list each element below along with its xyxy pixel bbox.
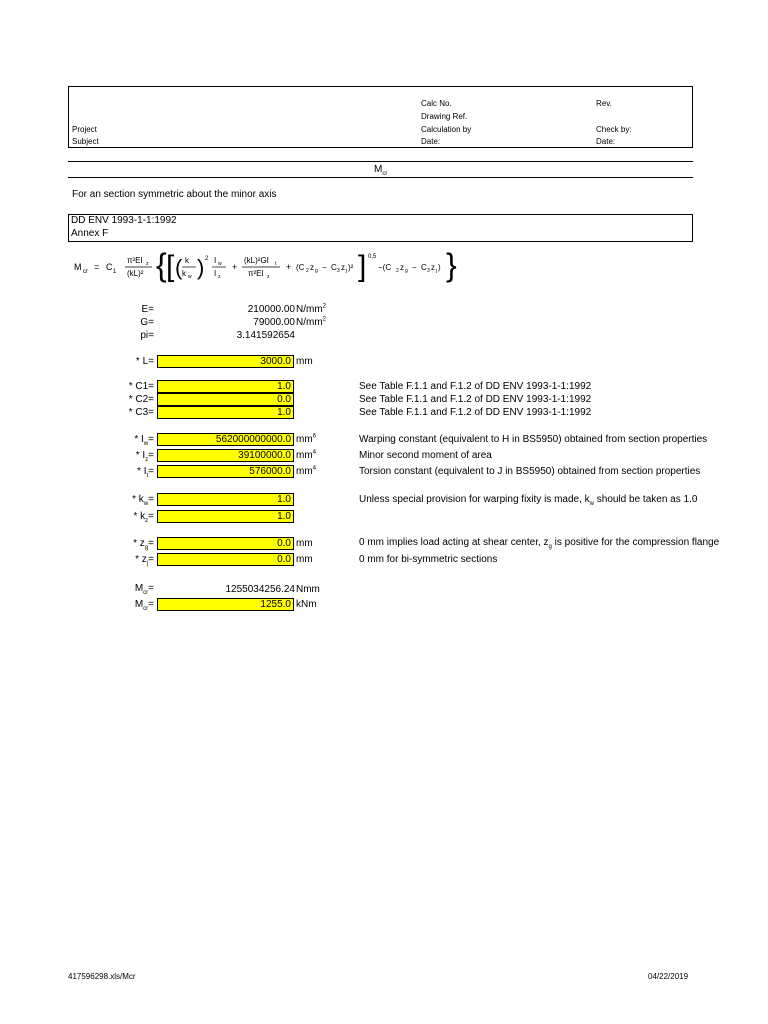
mcr-knm-label: $M_{cr}=$ [134,599,154,612]
svg-text:−: − [322,263,327,272]
it-label-sub: t [146,473,149,479]
footer-filename: 417596298.xls/Mcr [68,972,136,981]
zg-input-cell[interactable]: 0.0 [157,537,294,550]
svg-text:k: k [182,269,186,278]
mcr-nmm-unit: Nmm [296,584,320,595]
svg-text:M: M [74,262,82,272]
pi-label: pi= [140,330,154,341]
svg-text:(kL)²: (kL)² [127,269,144,278]
kw-label-text: * k [132,494,144,505]
svg-text:): ) [197,255,205,280]
svg-text:z: z [146,261,149,267]
zg-note [359,537,720,550]
iw-note: Warping constant (equivalent to H in BS5950) obtained from section properties [359,434,708,445]
iz-unit-text: mm [296,450,313,461]
mcr-knm-unit: kNm [296,599,317,610]
pi-value: 3.141592654 [236,330,295,341]
svg-text:z: z [431,263,435,272]
svg-text:π²EI: π²EI [248,269,264,278]
g-unit [296,317,326,329]
zj-input-cell[interactable]: 0.0 [157,553,294,566]
svg-text:+: + [232,262,238,272]
iw-unit-sup: 6 [312,433,317,440]
zj-label-sub: j [146,561,149,567]
svg-text:{: { [156,247,167,283]
check-by-label: Check by: [596,125,632,134]
g-unit-text: N/mm [296,317,323,328]
title-rule-top [68,161,693,162]
g-value: 79000.00 [253,317,295,328]
zj-label-text: * z [135,554,147,565]
svg-text:cr: cr [83,269,88,275]
it-note: Torsion constant (equivalent to J in BS5950) obtained from section properties [359,466,701,477]
svg-text:1: 1 [113,269,117,275]
svg-text:z: z [267,274,270,280]
svg-text:I: I [214,269,217,278]
mcr-knm-label-sub: cr [143,606,149,612]
iz-label-sub: z [145,457,149,463]
svg-text:2: 2 [396,268,399,274]
kw-label-sub: w [143,501,149,507]
kz-label-sub: z [145,518,149,524]
it-unit [296,466,316,478]
mcr-nmm-label-text: M [134,583,144,594]
iw-unit-text: mm [296,434,313,445]
iw-label: * $I_w=$ [134,434,154,447]
c2-label: * C2= [128,394,154,405]
iz-label-text: * I [135,450,146,461]
it-input-cell[interactable]: 576000.0 [157,465,294,478]
kz-input-cell[interactable]: 1.0 [157,510,294,523]
svg-text:3: 3 [427,268,430,274]
e-unit-text: N/mm [296,304,323,315]
svg-text:w: w [188,274,192,280]
svg-text:]: ] [358,250,367,283]
svg-text:z: z [400,263,404,272]
svg-text:C: C [331,263,337,272]
svg-text:=: = [94,262,100,272]
kw-note-pre: Unless special provision for warping fixity is made, k [359,494,590,505]
svg-text:π²EI: π²EI [127,256,143,265]
zj-note: 0 mm for bi-symmetric sections [359,554,498,565]
c1-note: See Table F.1.1 and F.1.2 of DD ENV 1993-1-1:1992 [359,381,592,392]
iz-note: Minor second moment of area [359,450,492,461]
kz-label: * $k_z=$ [133,511,154,524]
svg-text:): ) [438,263,441,272]
it-unit-sup: 4 [312,465,317,472]
iw-input-cell[interactable]: 562000000000.0 [157,433,294,446]
reference-standard: DD ENV 1993-1-1:1992 [71,215,177,226]
date-label: Date: [421,137,441,146]
iz-input-cell[interactable]: 39100000.0 [157,449,294,462]
zg-note-post: is positive for the compression flange [551,537,720,548]
kw-label: * $k_w=$ [132,494,154,507]
svg-text:C: C [421,263,427,272]
intro-text: For an section symmetric about the minor axis [72,189,277,200]
svg-text:[: [ [166,250,175,283]
zg-note-sub: g [548,544,552,550]
c2-input-cell[interactable]: 0.0 [157,393,294,406]
svg-text:k: k [185,256,189,265]
e-value: 210000.00 [247,304,295,315]
iw-label-sub: w [143,441,149,447]
svg-text:z: z [341,263,345,272]
svg-text:j: j [346,268,348,274]
mcr-knm-label-text: M [134,599,144,610]
mcr-knm-result-cell: 1255.0 [157,598,294,611]
svg-text:j: j [436,268,438,274]
svg-text:z: z [218,274,221,280]
svg-text:(: ( [175,255,183,280]
c3-note: See Table F.1.1 and F.1.2 of DD ENV 1993-1-1:1992 [359,407,592,418]
svg-text:z: z [310,263,314,272]
kz-label-text: * k [133,511,146,522]
project-label: Project [72,125,97,134]
c2-note: See Table F.1.1 and F.1.2 of DD ENV 1993-1-1:1992 [359,394,592,405]
iz-unit [296,450,316,462]
it-unit-text: mm [296,466,313,477]
calc-no-label: Calc No. [421,99,452,108]
it-label-text: * I [137,466,147,477]
subject-label: Subject [72,137,99,146]
l-input-cell[interactable]: 3000.0 [157,355,294,368]
svg-text:)²: )² [348,263,354,272]
zg-label-text: * z [133,538,145,549]
mcr-formula-image [72,246,542,290]
svg-text:(C: (C [296,263,305,272]
mcr-nmm-label-sub: cr [143,590,149,596]
c1-label: * C1= [128,381,154,392]
svg-text:w: w [218,261,222,267]
svg-text:}: } [446,247,457,283]
svg-text:2: 2 [306,268,309,274]
svg-text:g: g [405,268,408,274]
svg-text:g: g [315,268,318,274]
iw-label-text: * I [134,434,144,445]
g-label: G= [140,317,154,328]
rev-label: Rev. [596,99,612,108]
iw-unit [296,434,316,446]
zg-label: * $z_g=$ [133,538,154,551]
section-title [374,164,387,176]
check-date-label: Date: [596,137,616,146]
section-title-main: M [374,164,383,175]
c3-label: * C3= [128,407,154,418]
c3-input-cell[interactable]: 1.0 [157,406,294,419]
drawing-ref-label: Drawing Ref. [421,112,468,121]
zg-unit: mm [296,538,313,549]
footer-date: 04/22/2019 [648,972,689,981]
g-unit-sup: 2 [322,316,327,323]
kw-note-post: should be taken as 1.0 [594,494,698,505]
mcr-nmm-label: $M_{cr}=$ [134,583,154,596]
svg-text:3: 3 [337,268,340,274]
kw-note [359,494,698,507]
it-label: * $I_t=$ [137,466,154,479]
svg-text:−(C: −(C [378,263,392,272]
mcr-nmm-value: 1255034256.24 [225,584,295,595]
l-unit: mm [296,356,313,367]
zg-note-pre: 0 mm implies load acting at shear center, z [359,537,549,548]
svg-text:I: I [214,256,217,265]
kw-input-cell[interactable]: 1.0 [157,493,294,506]
svg-text:0,5: 0,5 [368,254,377,260]
e-unit-sup: 2 [322,303,327,310]
c1-input-cell[interactable]: 1.0 [157,380,294,393]
zj-unit: mm [296,554,313,565]
section-title-sub: cr [382,171,388,177]
title-rule-bottom [68,177,693,178]
e-unit [296,304,326,316]
svg-text:−: − [412,263,417,272]
iz-label: * $I_z=$ [135,450,154,463]
calculation-by-label: Calculation by [421,125,472,134]
e-label: E= [141,304,154,315]
svg-text:+: + [286,262,292,272]
reference-annex: Annex F [71,228,109,239]
svg-text:C: C [106,262,113,272]
svg-text:t: t [275,261,277,267]
kw-note-sub: w [589,501,594,507]
zj-label: * $z_j=$ [135,554,154,567]
iz-unit-sup: 4 [312,449,317,456]
l-label: * L= [135,356,154,367]
svg-text:2: 2 [205,256,209,262]
svg-text:(kL)²GI: (kL)²GI [244,256,269,265]
zg-label-sub: g [144,545,149,551]
